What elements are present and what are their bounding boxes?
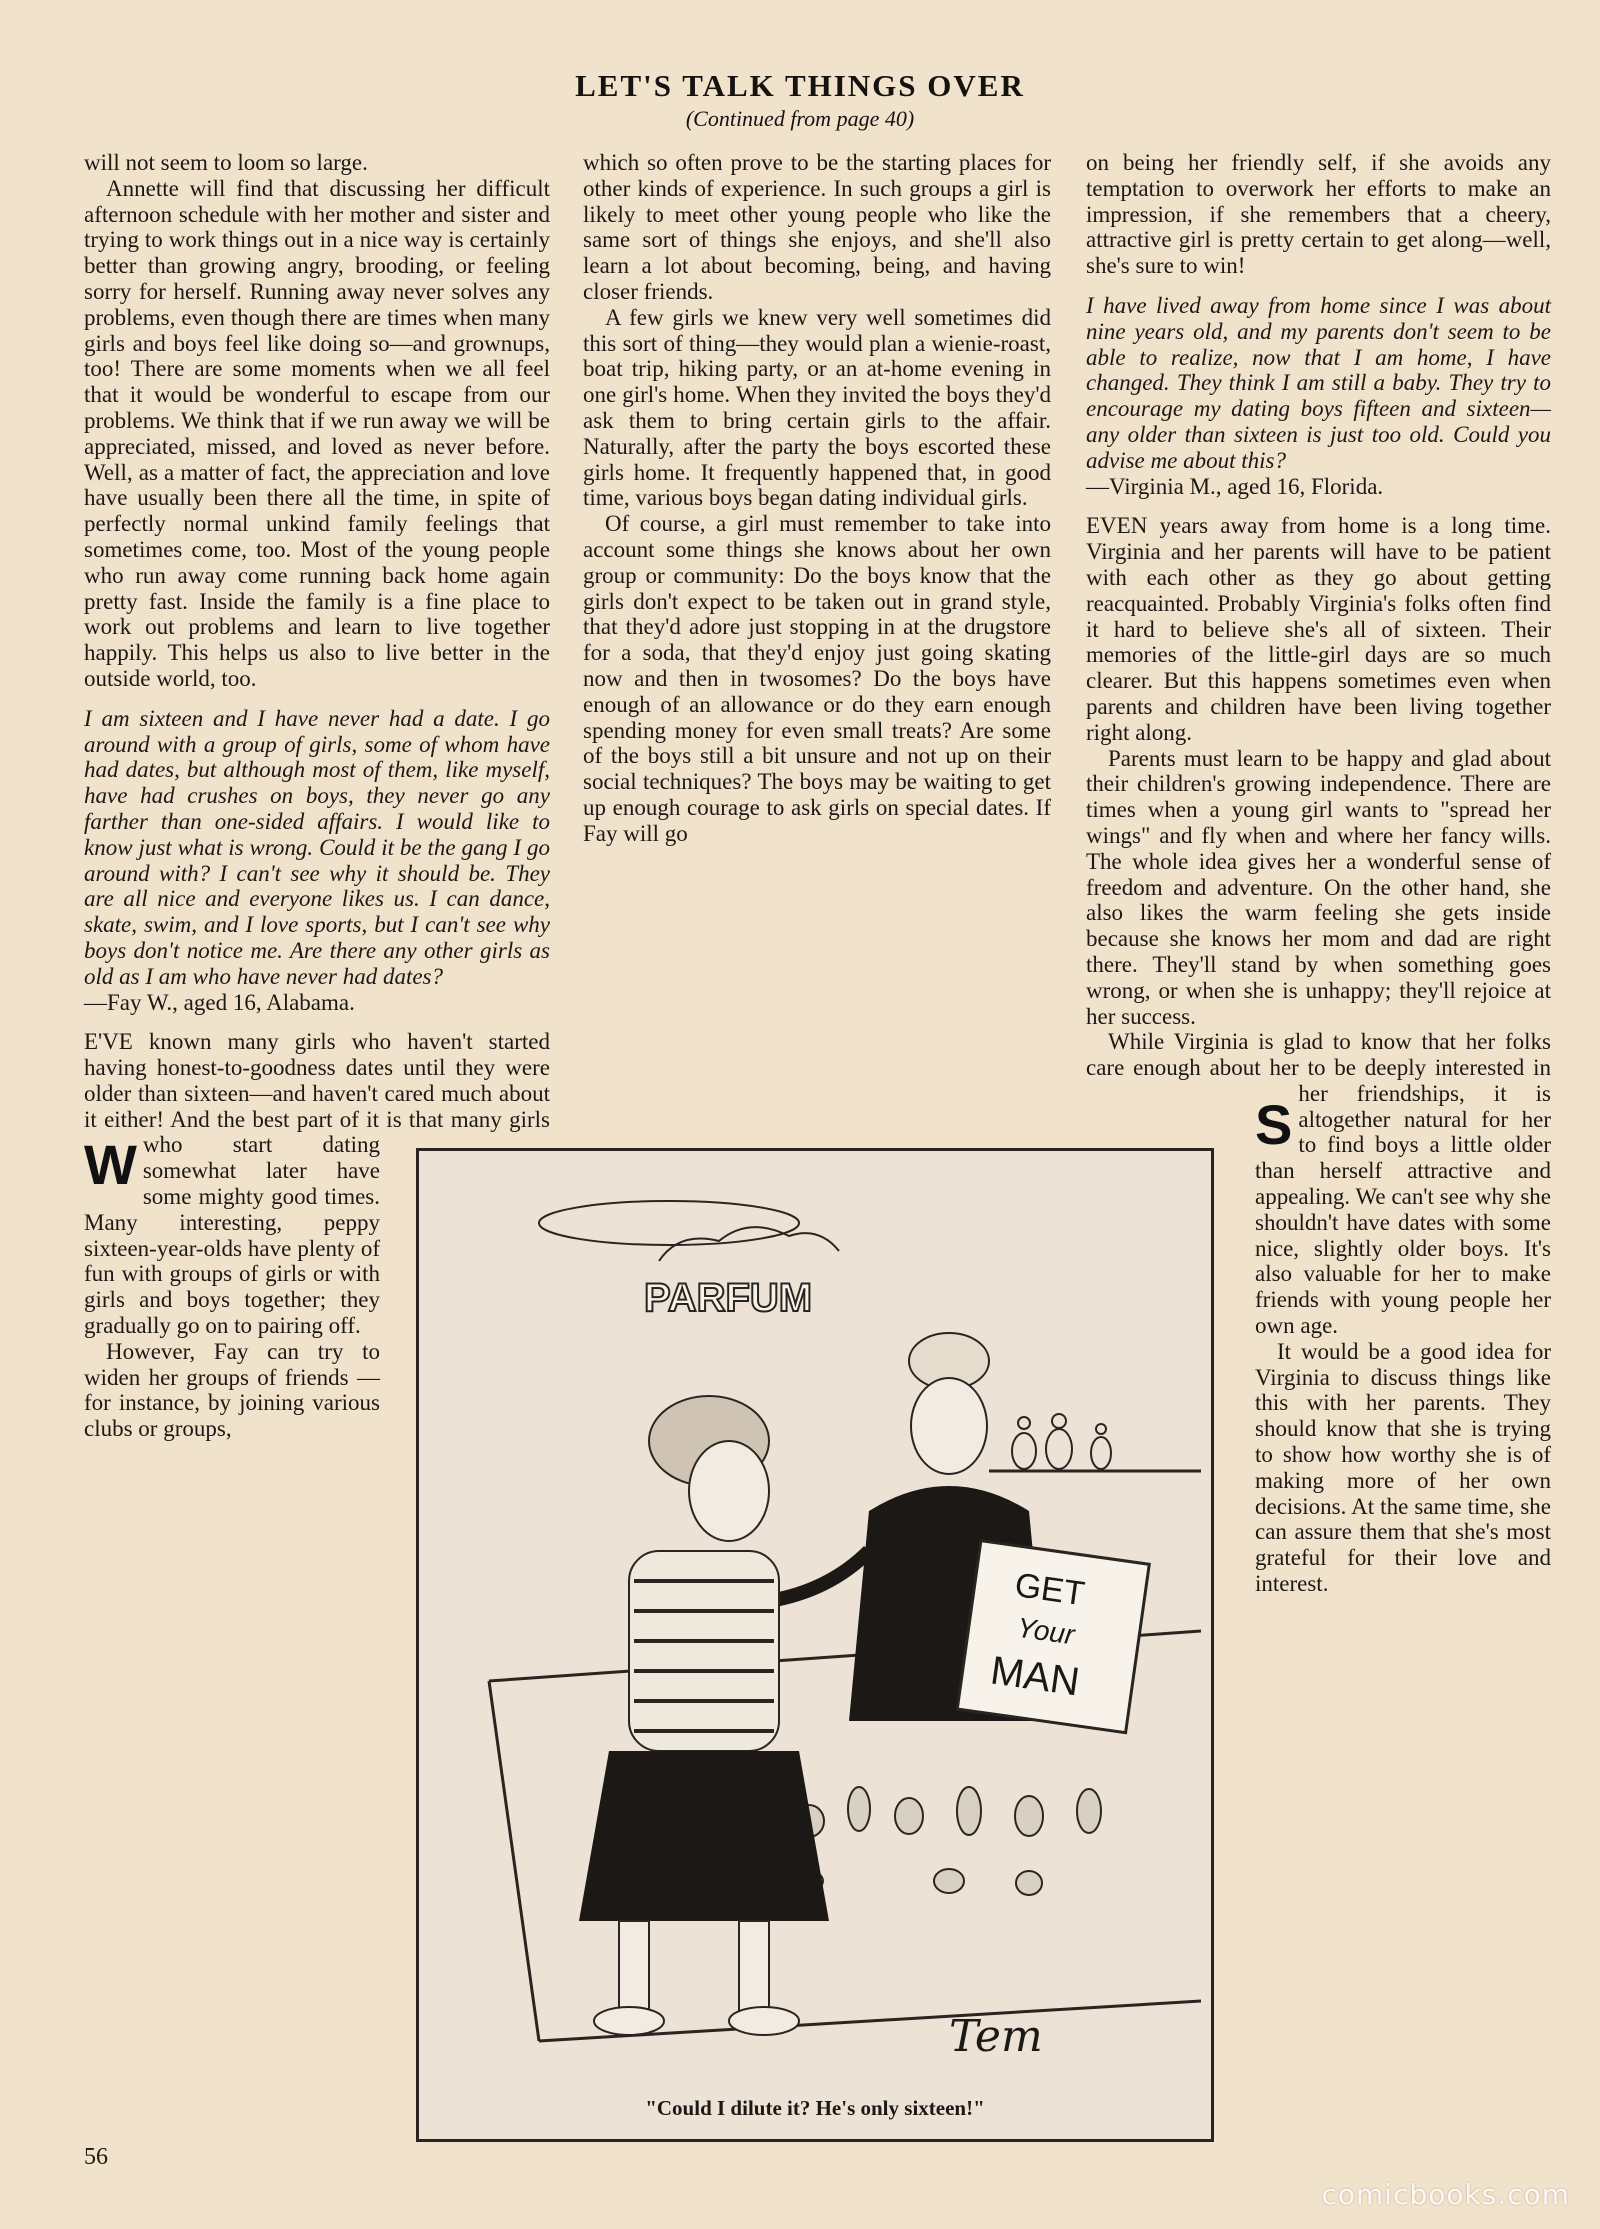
teen-girl	[579, 1396, 829, 2035]
paragraph: Parents must learn to be happy and glad about their children's growing independence. There are times when a young girl wants to "spread her wings" and fly when and where her fancy wills. The whole idea gives her a wonderful sense of freedom and adventure. On the other hand, she also likes the warm feeling she gets inside because she knows her mom and dad are right there. They'll stand by when something goes wrong, or when she is unhappy; they'll rejoice at her success.	[1086, 745, 1551, 1029]
reply-text: EVEN years away from home is a long time. Virginia and her parents will have to be patient with each other as they go about getting reacquainted. Probably Virginia's folks often find it hard to believe she's all of sixteen. Their memories of the little-girl days are so much clearer. But this happens sometimes even when parents and children have been living together right along.	[1086, 513, 1551, 745]
cartoon-drawing	[429, 1161, 1201, 2061]
paragraph: However, Fay can try to widen her groups of friends — for instance, by joining various clubs or groups,	[84, 1338, 380, 1442]
drop-cap: W	[84, 1133, 137, 1196]
paragraph: Annette will find that discussing her difficult afternoon schedule with her mother and sister and trying to work things out in a nice way is certainly better than growing angry, brooding, or feeling sorry for herself. Running away never solves any problems, even though there are times when many girls and boys feel like doing so—and grownups, too! There are some moments when we all feel that it would be wonderful to escape from our problems. We think that if we run away we will be appreciated, missed, and loved as never before. Well, as a matter of fact, the appreciation and love have usually been there all the time, in spite of perfectly normal unkind family feelings that sometimes come, too. Most of the young people who run away come running back home again pretty fast. Inside the family is a fine place to work out problems and learn to live together happily. This helps us also to live better in the outside world, too.	[84, 175, 550, 691]
sign-line-3: MAN	[987, 1648, 1083, 1705]
continued-note: (Continued from page 40)	[685, 106, 915, 131]
paragraph: will not seem to loom so large.	[84, 150, 368, 175]
page-number: 56	[84, 2144, 108, 2170]
reader-letter-virginia: I have lived away from home since I was about nine years old, and my parents don't seem to be able to realize, now that I am home, I have changed. They think I am still a baby. They try to encourage my dating boys fifteen and sixteen—any older than sixteen is just too old. Could you advise me about this?	[1086, 292, 1551, 473]
illustration-caption: "Could I dilute it? He's only sixteen!"	[645, 2096, 985, 2120]
reply-text: E'VE known many girls who haven't started having honest-to-goodness dates until they were older than sixteen—and haven't cared much about it either! And the best part of it is that many girls who start dating somewhat later have some mighty good times. Many interesting, peppy sixteen-year-olds have plenty of fun with groups of girls or with girls and boys together; they gradually go on to pairing off.	[84, 1029, 550, 1339]
drop-cap: S	[1255, 1093, 1293, 1156]
get-your-man-sign	[957, 1541, 1149, 1733]
parfum-sign: PARFUM	[644, 1276, 813, 1320]
paragraph: Of course, a girl must remember to take into account some things she knows about her own group or community: Do the boys know that the girls don't expect to be taken out in grand style, that they'd adore just stopping in at the drugstore for a soda, that they'd enjoy just going skating now and then in twosomes? Do the boys have enough of an allowance or do they earn enough spending money for even small treats? Are some of the boys still a bit unsure and not up on their social techniques? The boys may be waiting to get up enough courage to ask girls on special dates. If Fay will go	[583, 511, 1051, 846]
sign-line-1: GET	[1012, 1566, 1087, 1614]
reader-letter-fay: I am sixteen and I have never had a date. I go around with a group of girls, some of whom have had dates, but although most of them, like myself, have had crushes on boys, they never go any farther than one-sided affairs. I would like to know just what is wrong. Could it be the gang I go around with? I can't see why it should be. They are all nice and everyone likes us. I can dance, skate, swim, and I love sports, but I can't see why boys don't notice me. Are there any other girls as old as I am who have never had dates?	[84, 705, 550, 989]
paragraph: on being her friendly self, if she avoids any temptation to overwork her efforts to make an impression, if she remembers that a cheery, attractive girl is pretty certain to get along—well, she's sure to win!	[1086, 150, 1551, 279]
column-2	[583, 150, 1051, 847]
sign-line-2: Your	[1015, 1611, 1077, 1651]
paragraph: which so often prove to be the starting places for other kinds of experience. In such groups a girl is likely to meet other young people who like the same sort of things she enjoys, and she'll also learn a lot about becoming, being, and having closer friends.	[583, 150, 1051, 304]
sign-halo	[539, 1201, 799, 1245]
paragraph: While Virginia is glad to know that her folks care enough about her to be deeply interested in her friendships, it is altogether natural for her to find boys a little older than herself attractive and appealing. We can't see why she shouldn't have dates with some nice, slightly older boys. It's also valuable for her to make friends with young people her own age.	[1086, 1029, 1551, 1339]
watermark: comicbooks.com	[1321, 2178, 1570, 2211]
paragraph: It would be a good idea for Virginia to discuss things like this with her parents. They should know that she is trying to show how worthy she is of making more of her own decisions. At the same time, she can assure them that she's most grateful for their love and interest.	[1255, 1338, 1551, 1597]
page-title: LET'S TALK THINGS OVER	[575, 68, 1025, 103]
artist-signature: Tem	[949, 2011, 1043, 2061]
letter-signature: —Fay W., aged 16, Alabama.	[84, 989, 355, 1015]
letter-signature: —Virginia M., aged 16, Florida.	[1086, 473, 1384, 499]
paragraph: A few girls we knew very well sometimes did this sort of thing—they would plan a wienie-roast, boat trip, hiking party, or an at-home evening in one girl's home. When they invited the boys they'd ask them to bring certain girls to the affair. Naturally, after the party the boys escorted these girls home. It frequently happened that, in good time, various boys began dating individual girls.	[583, 304, 1051, 511]
cartoon-illustration	[416, 1148, 1214, 2142]
shelf-bottles	[1012, 1414, 1111, 1469]
